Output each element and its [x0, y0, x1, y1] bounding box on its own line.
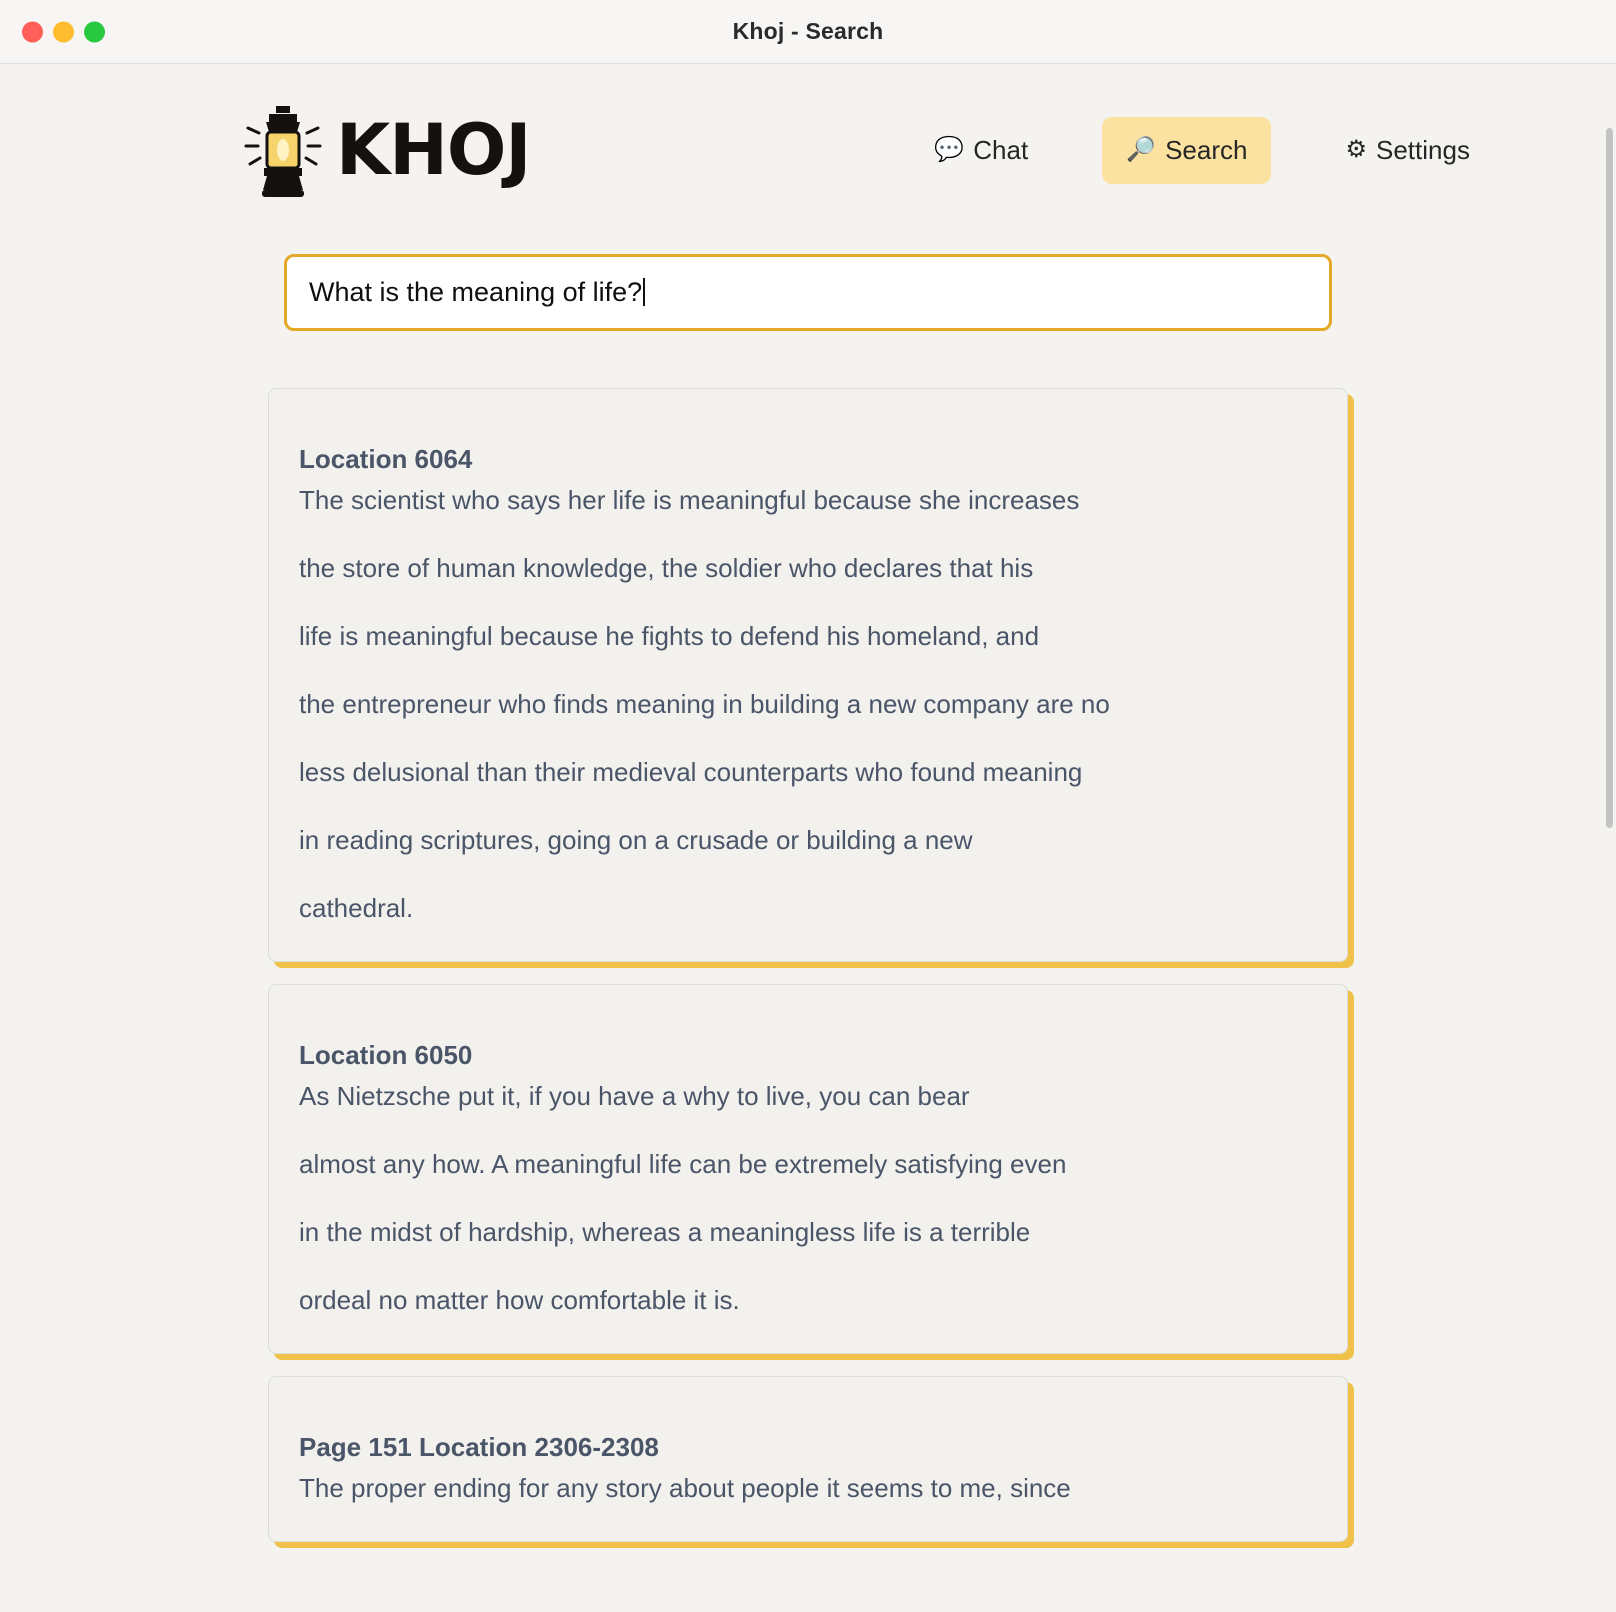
- result-title: Location 6050: [299, 1040, 473, 1070]
- result-line: As Nietzsche put it, if you have a why to live, you can bear: [299, 1081, 970, 1111]
- window-controls: [22, 21, 105, 42]
- window-title: Khoj - Search: [732, 18, 884, 44]
- title-bar: [0, 0, 1616, 64]
- result-line: in the midst of hardship, whereas a meaningless life is a terrible: [299, 1217, 1031, 1247]
- result-line: in reading scriptures, going on a crusade or building a new: [299, 825, 973, 855]
- result-line: The scientist who says her life is meaningful because she increases: [299, 485, 1080, 515]
- nav-label-search: Search: [1165, 134, 1248, 165]
- result-line: almost any how. A meaningful life can be extremely satisfying even: [299, 1149, 1067, 1179]
- result-line: The proper ending for any story about people it seems to me, since: [299, 1473, 1071, 1503]
- minimize-button[interactable]: [53, 21, 74, 42]
- scrollbar-thumb[interactable]: [1606, 128, 1613, 828]
- lantern-icon: [240, 100, 326, 200]
- result-line: the entrepreneur who finds meaning in building a new company are no: [299, 689, 1110, 719]
- result-line: less delusional than their medieval counterparts who found meaning: [299, 757, 1083, 787]
- nav-item-search[interactable]: [1102, 117, 1271, 184]
- app-header: [0, 64, 1616, 214]
- gear-icon: ⚙: [1345, 136, 1367, 163]
- nav-item-chat[interactable]: [910, 117, 1052, 184]
- text-caret: [643, 278, 645, 306]
- search-bar-container: [0, 254, 1616, 331]
- brand-logo[interactable]: [240, 100, 530, 200]
- main-nav: [910, 117, 1494, 184]
- nav-label-settings: Settings: [1376, 134, 1470, 165]
- app-content: [0, 64, 1616, 1612]
- search-input[interactable]: [284, 254, 1332, 331]
- result-title: Page 151 Location 2306-2308: [299, 1432, 659, 1462]
- search-input-value: What is the meaning of life?: [309, 277, 643, 307]
- result-card[interactable]: [268, 1376, 1348, 1542]
- chat-bubble-icon: 💬: [934, 136, 965, 163]
- result-line: ordeal no matter how comfortable it is.: [299, 1285, 740, 1315]
- nav-item-settings[interactable]: [1321, 117, 1493, 184]
- nav-label-chat: Chat: [973, 134, 1029, 165]
- result-card[interactable]: [268, 388, 1348, 962]
- zoom-button[interactable]: [84, 21, 105, 42]
- result-title: Location 6064: [299, 444, 473, 474]
- brand-wordmark: KHOJ: [336, 109, 531, 191]
- result-line: the store of human knowledge, the soldier who declares that his: [299, 553, 1034, 583]
- result-line: life is meaningful because he fights to defend his homeland, and: [299, 621, 1040, 651]
- close-button[interactable]: [22, 21, 43, 42]
- result-line: cathedral.: [299, 893, 414, 923]
- search-results: [268, 388, 1348, 1542]
- result-card[interactable]: [268, 984, 1348, 1354]
- magnifier-icon: 🔎: [1126, 136, 1157, 163]
- vertical-scrollbar[interactable]: [1604, 128, 1614, 1612]
